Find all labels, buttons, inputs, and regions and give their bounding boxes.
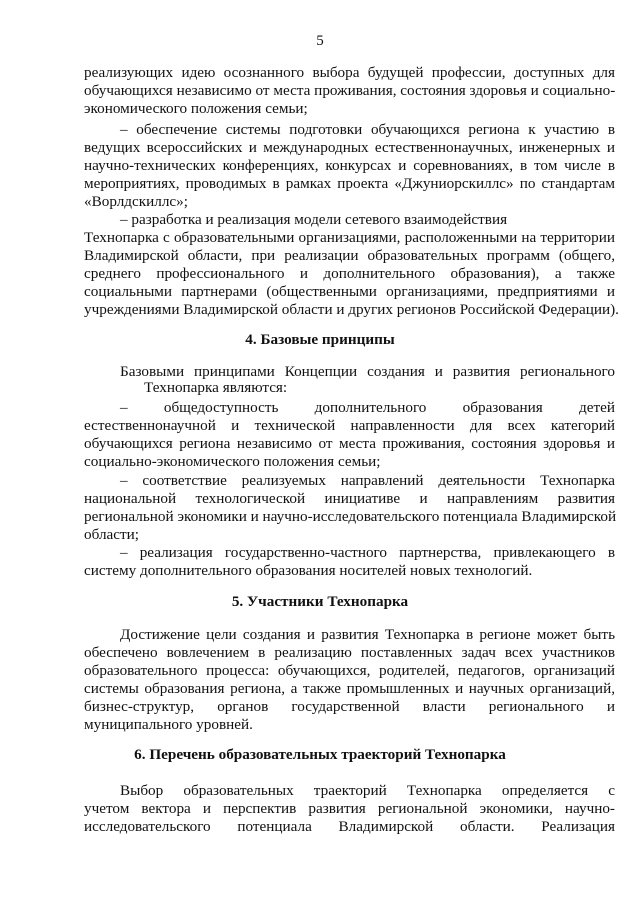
list-item: – обеспечение системы подготовки обучающихся региона к участию в bbox=[120, 121, 615, 138]
text-line: региональной экономики и научно-исследовательского потенциала Владимирской bbox=[84, 508, 617, 525]
list-item: – реализация государственно-частного партнерства, привлекающего в bbox=[120, 544, 615, 561]
text-line: Технопарка являются: bbox=[144, 379, 288, 396]
text-line: образовательного процесса: обучающихся, родителей, педагогов, организаций bbox=[84, 662, 615, 679]
section-heading: 6. Перечень образовательных траекторий Технопарка bbox=[134, 746, 506, 763]
text-line: исследовательского потенциала Владимирской области. Реализация bbox=[84, 818, 615, 835]
list-item: – общедоступность дополнительного образования детей bbox=[120, 399, 615, 416]
text-line: «Ворлдскиллс»; bbox=[84, 193, 188, 210]
text-line: Базовыми принципами Концепции создания и развития регионального bbox=[120, 363, 615, 380]
text-line: муниципального уровней. bbox=[84, 716, 253, 733]
text-line: научно-технических конференциях, конкурсах и соревнованиях, в том числе в bbox=[84, 157, 615, 174]
section-heading: 4. Базовые принципы bbox=[245, 331, 395, 348]
list-item: – разработка и реализация модели сетевого взаимодействия bbox=[120, 211, 508, 228]
text-line: социально-экономического положения семьи; bbox=[84, 453, 381, 470]
text-line: национальной технологической инициативе и направлениям развития bbox=[84, 490, 615, 507]
text-line: Владимирской области, при реализации образовательных программ (общего, bbox=[84, 247, 615, 264]
text-line: системы образования региона, а также промышленных и научных организаций, bbox=[84, 680, 615, 697]
text-line: экономического положения семьи; bbox=[84, 100, 308, 117]
text-line: Технопарка с образовательными организациями, расположенными на территории bbox=[84, 229, 615, 246]
text-line: Достижение цели создания и развития Технопарка в регионе может быть bbox=[120, 626, 615, 643]
text-line: области; bbox=[84, 526, 139, 543]
text-line: учреждениями Владимирской области и других регионов Российской Федерации). bbox=[84, 301, 619, 318]
text-line: учетом вектора и перспектив развития региональной экономики, научно- bbox=[84, 800, 615, 817]
text-line: обеспечено вовлечением в реализацию поставленных задач всех участников bbox=[84, 644, 615, 661]
text-line: среднего профессионального и дополнительного образования), а также bbox=[84, 265, 615, 282]
text-line: реализующих идею осознанного выбора будущей профессии, доступных для bbox=[84, 64, 615, 81]
text-line: обучающихся независимо от места проживания, состояния здоровья и социально- bbox=[84, 82, 616, 99]
list-item: – соответствие реализуемых направлений деятельности Технопарка bbox=[120, 472, 615, 489]
text-line: естественнонаучной и технической направленности для всех категорий bbox=[84, 417, 615, 434]
text-line: социальными партнерами (общественными организациями, предприятиями и bbox=[84, 283, 615, 300]
text-line: Выбор образовательных траекторий Технопарка определяется с bbox=[120, 782, 615, 799]
text-line: обучающихся региона независимо от места проживания, состояния здоровья и bbox=[84, 435, 615, 452]
section-heading: 5. Участники Технопарка bbox=[231, 593, 409, 610]
page-number: 5 bbox=[316, 33, 324, 49]
text-line: бизнес-структур, органов государственной власти регионального и bbox=[84, 698, 615, 715]
text-line: ведущих всероссийских и международных естественнонаучных, инженерных и bbox=[84, 139, 615, 156]
text-line: мероприятиях, проводимых в рамках проекта «Джуниорскиллс» по стандартам bbox=[84, 175, 615, 192]
text-line: систему дополнительного образования носителей новых технологий. bbox=[84, 562, 533, 579]
